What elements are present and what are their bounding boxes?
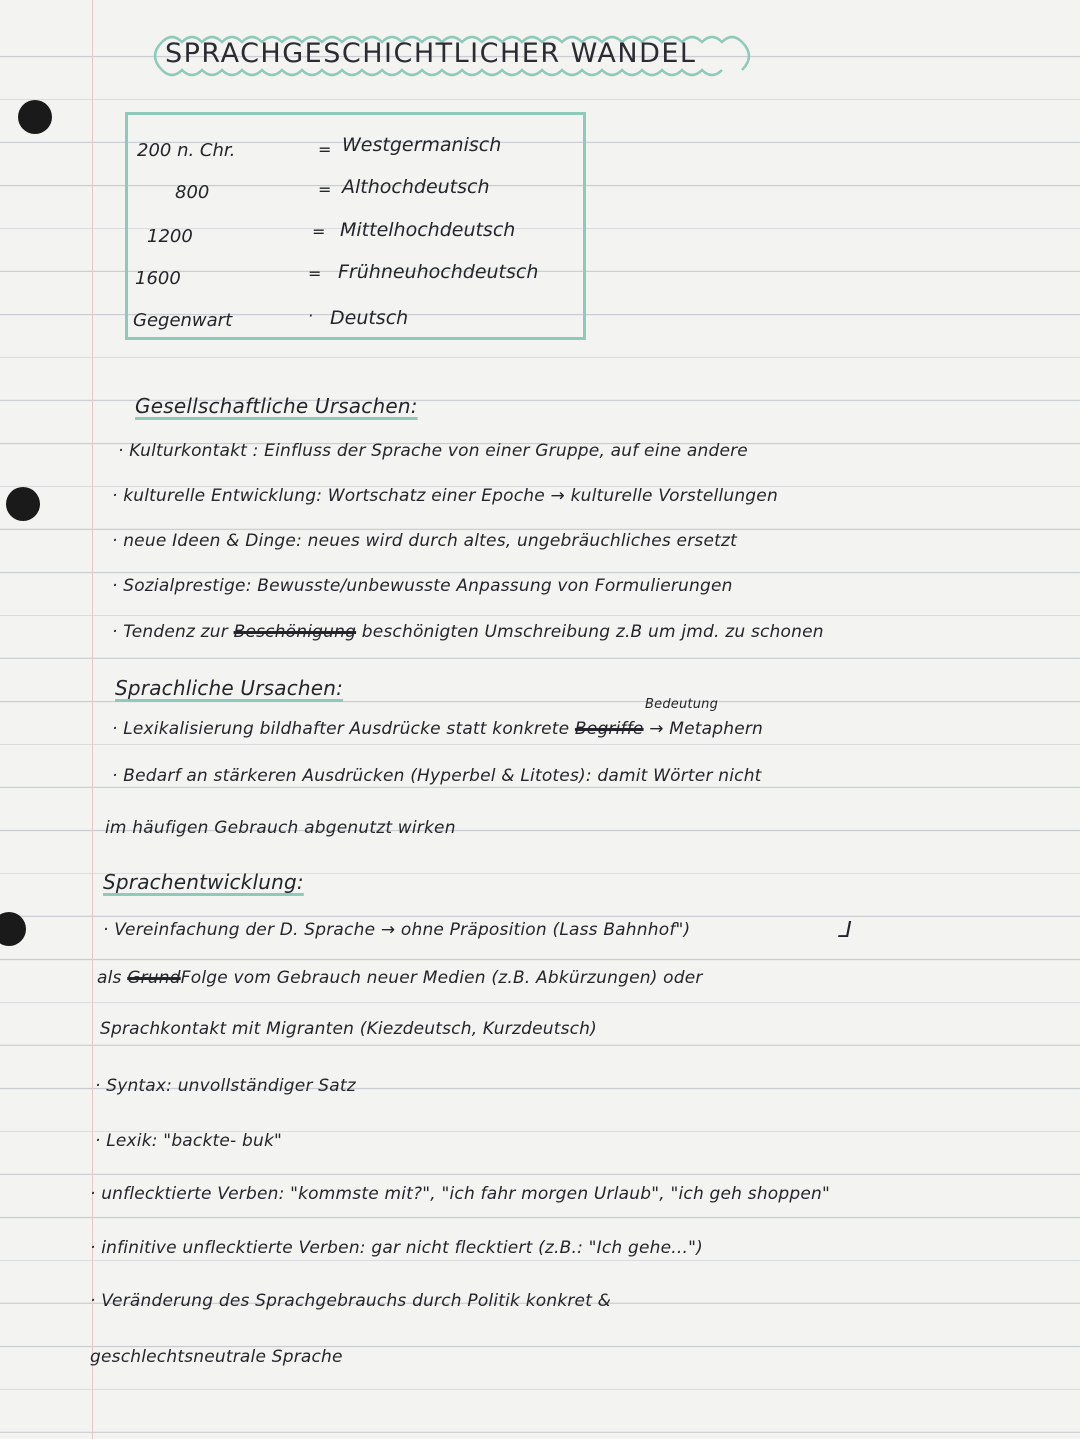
punch-hole (0, 912, 26, 946)
section-heading-sprachlich: Sprachliche Ursachen: (115, 676, 344, 700)
timeline-year: 200 n. Chr. (137, 140, 236, 161)
timeline-separator: = (318, 140, 332, 159)
struck-word: Beschönigung (233, 622, 357, 642)
timeline-era: Deutsch (330, 307, 409, 329)
timeline-year: Gegenwart (133, 310, 233, 331)
timeline-separator: = (308, 264, 322, 283)
struck-word: Grund (127, 968, 181, 988)
timeline-year: 800 (175, 182, 210, 203)
list-item: · infinitive unflecktierte Verben: gar nicht flecktiert (z.B.: "Ich gehe...") (90, 1238, 703, 1258)
list-item: · neue Ideen & Dinge: neues wird durch altes, ungebräuchliches ersetzt (112, 531, 737, 551)
list-item: · Kulturkontakt : Einfluss der Sprache von einer Gruppe, auf eine andere (118, 441, 748, 461)
timeline-separator: = (312, 222, 326, 241)
list-item: · Veränderung des Sprachgebrauchs durch Politik konkret & (90, 1291, 612, 1311)
list-item: · unflecktierte Verben: "kommste mit?", "ich fahr morgen Urlaub", "ich geh shoppen" (90, 1184, 831, 1204)
timeline-separator: = (318, 180, 332, 199)
tendenz-text: beschönigten Umschreibung z.B um jmd. zu schonen (361, 622, 824, 642)
list-item-lexikalisierung (112, 719, 763, 739)
list-item: · Lexik: "backte- buk" (95, 1131, 283, 1151)
list-item-continuation: geschlechtsneutrale Sprache (90, 1347, 343, 1367)
list-item: · Vereinfachung der D. Sprache → ohne Präposition (Lass Bahnhof") (103, 920, 691, 940)
section-heading-entwicklung: Sprachentwicklung: (103, 870, 304, 894)
punch-hole (6, 487, 40, 521)
list-item-continuation (97, 968, 703, 988)
timeline-year: 1600 (135, 268, 181, 289)
margin-line (92, 0, 93, 1439)
list-item: · Sozialprestige: Bewusste/unbewusste Anpassung von Formulierungen (112, 576, 733, 596)
timeline-separator: · (308, 306, 314, 325)
list-item: · Bedarf an stärkeren Ausdrücken (Hyperbel & Litotes): damit Wörter nicht (112, 766, 762, 786)
tendenz-text: · Tendenz zur (112, 622, 228, 642)
timeline-year: 1200 (147, 226, 193, 247)
page-title: SPRACHGESCHICHTLICHER WANDEL (165, 38, 697, 69)
lex-text: · Lexikalisierung bildhafter Ausdrücke statt konkrete (112, 719, 570, 739)
bracket-mark: ⅃ (838, 918, 851, 943)
timeline-era: Althochdeutsch (342, 176, 490, 198)
punch-hole (18, 100, 52, 134)
timeline-era: Frühneuhochdeutsch (338, 261, 539, 283)
list-item-continuation: im häufigen Gebrauch abgenutzt wirken (105, 818, 456, 838)
entwicklung-text: als (97, 968, 122, 988)
lex-text: → Metaphern (649, 719, 764, 739)
list-item-continuation: Sprachkontakt mit Migranten (Kiezdeutsch, Kurzdeutsch) (100, 1019, 597, 1039)
section-heading-gesellschaftlich: Gesellschaftliche Ursachen: (135, 394, 418, 418)
list-item: · Syntax: unvollständiger Satz (95, 1076, 356, 1096)
entwicklung-text: Folge vom Gebrauch neuer Medien (z.B. Abkürzungen) oder (180, 968, 703, 988)
list-item: · kulturelle Entwicklung: Wortschatz einer Epoche → kulturelle Vorstellungen (112, 486, 778, 506)
timeline-era: Westgermanisch (342, 134, 502, 156)
struck-word: Begriffe (574, 719, 644, 739)
timeline-era: Mittelhochdeutsch (340, 219, 516, 241)
list-item-tendenz (112, 622, 824, 642)
annotation-bedeutung: Bedeutung (645, 697, 719, 712)
